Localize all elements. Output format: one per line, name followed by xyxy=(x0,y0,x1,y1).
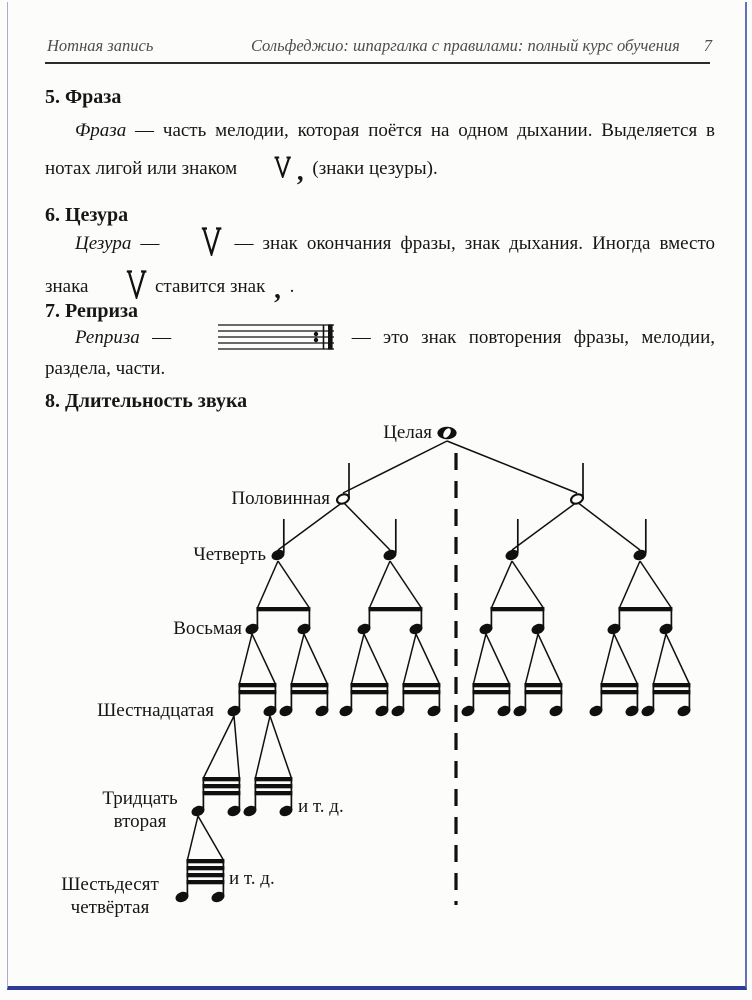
section6-heading: 6. Цезура xyxy=(45,204,129,226)
section7-text-1: — это знак повторения фразы, мелодии, раздела, части. xyxy=(45,327,715,379)
label-quarter-note: Четверть xyxy=(193,544,266,565)
label-thirty-second-note xyxy=(90,787,190,833)
section6-lead-word: Цезура xyxy=(75,233,132,254)
section5-heading: 5. Фраза xyxy=(45,86,122,108)
caesura-v-icon xyxy=(171,227,222,269)
section7-dash: — xyxy=(139,327,184,348)
label-sixteenth-note: Шестнадцатая xyxy=(97,700,214,721)
etc-after-sixty-fourth: и т. д. xyxy=(229,868,275,889)
caesura-comma-symbol: , xyxy=(296,156,304,186)
section5-lead-word: Фраза xyxy=(75,120,127,141)
etc-after-thirty-second: и т. д. xyxy=(298,796,344,817)
section5-text-1: — часть мелодии, которая поётся на одном дыхании. Выделяется в нотах лигой или знаком xyxy=(45,120,715,179)
reprise-staff-icon xyxy=(188,322,334,352)
header-chapter: Нотная запись xyxy=(47,36,154,55)
duration-tree-canvas xyxy=(0,415,752,935)
duration-tree-diagram xyxy=(0,415,752,935)
header-book-title: Сольфеджио: шпаргалка с правилами: полный курс обучения xyxy=(250,36,680,55)
section6-text-1: — знак окончания фразы, знак дыхания. Иногда вместо знака xyxy=(45,233,716,297)
label-thirty-second-line2: вторая xyxy=(113,811,167,832)
caesura-comma-symbol: , xyxy=(274,274,281,304)
page-number: 7 xyxy=(703,36,712,55)
section7-heading: 7. Реприза xyxy=(45,300,139,322)
section5-paragraph xyxy=(45,112,715,192)
label-sixty-fourth-line1: Шестьдесят xyxy=(61,874,159,895)
running-header xyxy=(47,36,712,56)
header-rule xyxy=(45,62,710,64)
section7-paragraph xyxy=(45,322,715,384)
label-half-note: Половинная xyxy=(231,488,330,509)
label-thirty-second-line1: Тридцать xyxy=(102,788,178,809)
label-sixty-fourth-line2: четвёртая xyxy=(70,897,150,918)
section6-paragraph xyxy=(45,226,715,312)
section7-lead-word: Реприза xyxy=(75,327,140,348)
caesura-v-icon xyxy=(244,154,291,192)
section5-text-2: (знаки цезуры). xyxy=(307,158,438,179)
label-sixty-fourth-note xyxy=(55,873,165,919)
section6-dash: — xyxy=(131,233,169,254)
label-whole-note: Целая xyxy=(383,422,432,443)
section6-text-3: . xyxy=(284,276,295,297)
label-eighth-note: Восьмая xyxy=(173,618,242,639)
section6-text-2: ставится знак xyxy=(150,276,271,297)
section8-heading: 8. Длительность звука xyxy=(45,390,248,412)
